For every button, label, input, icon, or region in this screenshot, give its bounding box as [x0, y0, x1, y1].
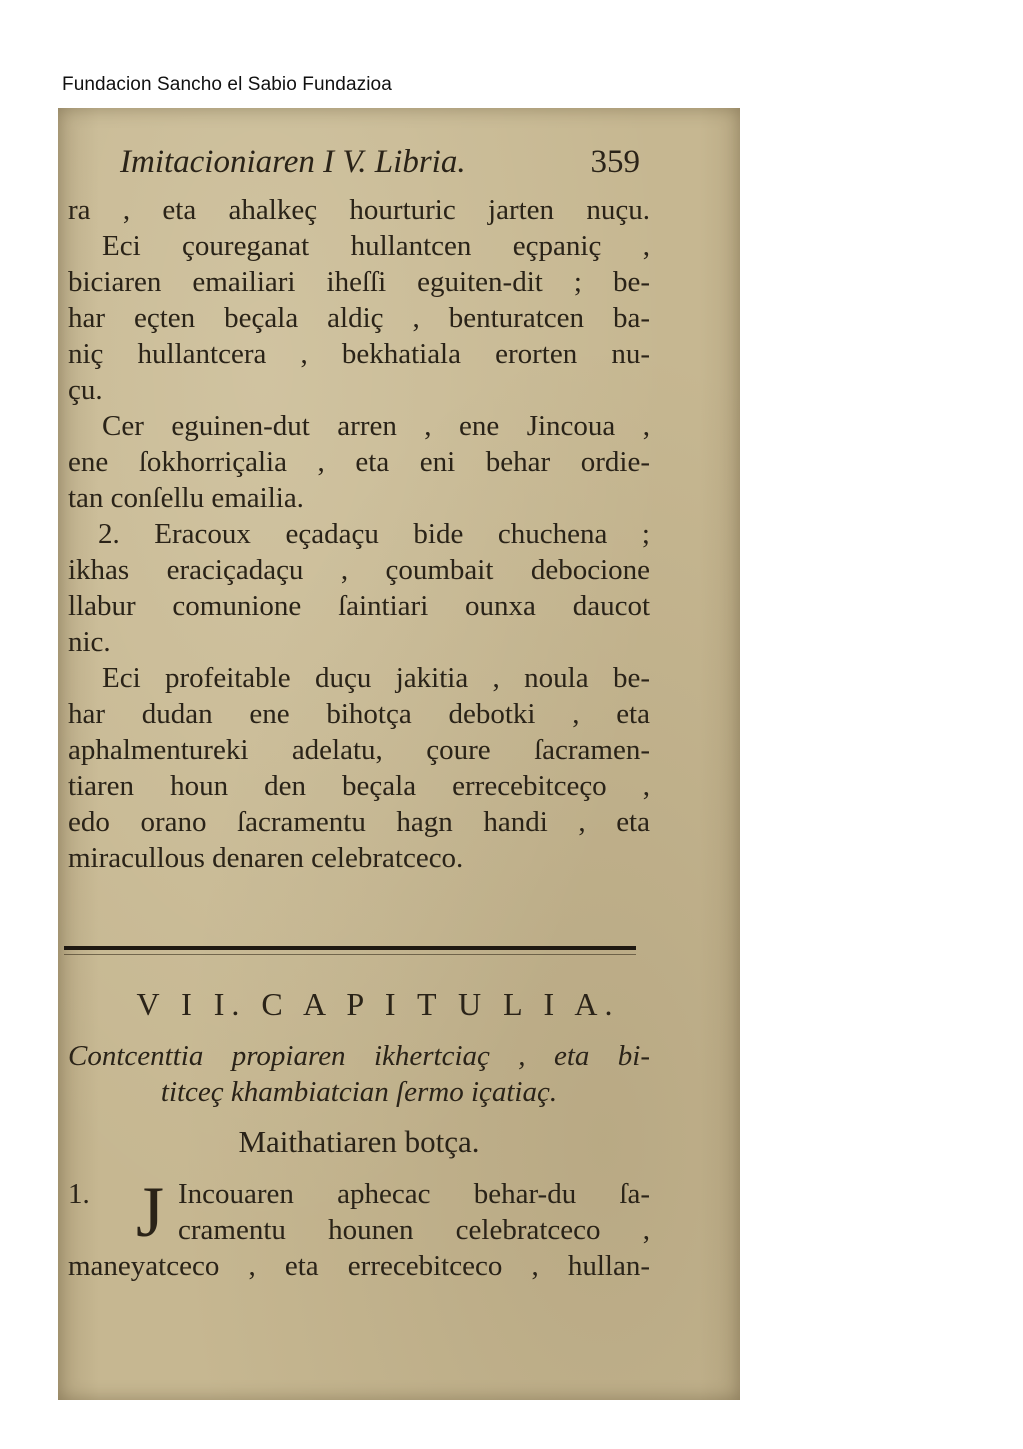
text-line: edo orano ſacramentu hagn handi , eta: [68, 806, 650, 838]
running-head-title: Imitacioniaren I V. Libria.: [120, 144, 466, 180]
text-line: aphalmentureki adelatu, çoure ſacramen-: [68, 734, 650, 766]
chapter-subtitle: Contcenttia propiaren ikhertciaç , eta bi-: [68, 1040, 650, 1072]
text-line: nic.: [68, 626, 111, 658]
text-line: ra , eta ahalkeç hourturic jarten nuçu.: [68, 194, 650, 226]
text-line: tiaren houn den beçala errecebitceço ,: [68, 770, 650, 802]
text-line: miracullous denaren celebratceco.: [68, 842, 464, 874]
section-divider: [64, 946, 636, 950]
text-line: har eçten beçala aldiç , benturatcen ba-: [68, 302, 650, 334]
text-line: maneyatceco , eta errecebitceco , hullan-: [68, 1250, 650, 1282]
watermark-text: Fundacion Sancho el Sabio Fundazioa: [62, 74, 392, 95]
text-line: Cer eguinen-dut arren , ene Jincoua ,: [102, 410, 650, 442]
text-line: llabur comunione ſaintiari ounxa daucot: [68, 590, 650, 622]
text-line: Incouaren aphecac behar-du ſa-: [178, 1178, 650, 1210]
text-line: cramentu hounen celebratceco ,: [178, 1214, 650, 1246]
text-line: ene ſokhorriçalia , eta eni behar ordie-: [68, 446, 650, 478]
text-line: 2. Eracoux eçadaçu bide chuchena ;: [98, 518, 650, 550]
page-number: 359: [590, 144, 640, 180]
chapter-subtitle: titceç khambiatcian ſermo içatiaç.: [160, 1076, 558, 1108]
text-line: Eci çoureganat hullantcen eçpaniç ,: [102, 230, 650, 262]
text-line: har dudan ene bihotça debotki , eta: [68, 698, 650, 730]
drop-cap: J: [136, 1172, 165, 1252]
text-line: biciaren emailiari iheſſi eguiten-dit ; be-: [68, 266, 650, 298]
text-line: çu.: [68, 374, 103, 406]
running-head: [120, 144, 640, 181]
text-line: tan conſellu emailia.: [68, 482, 304, 514]
speaker-heading: Maithatiaren botça.: [238, 1124, 480, 1159]
section-divider-thin: [64, 954, 636, 955]
chapter-title: V I I. C A P I T U L I A.: [136, 986, 620, 1022]
text-line: ikhas eraciçadaçu , çoumbait debocione: [68, 554, 650, 586]
text-line: Eci profeitable duçu jakitia , noula be-: [102, 662, 650, 694]
scanned-book-page: [58, 108, 740, 1400]
text-line: niç hullantcera , bekhatiala erorten nu-: [68, 338, 650, 370]
section-number: 1.: [68, 1178, 90, 1210]
